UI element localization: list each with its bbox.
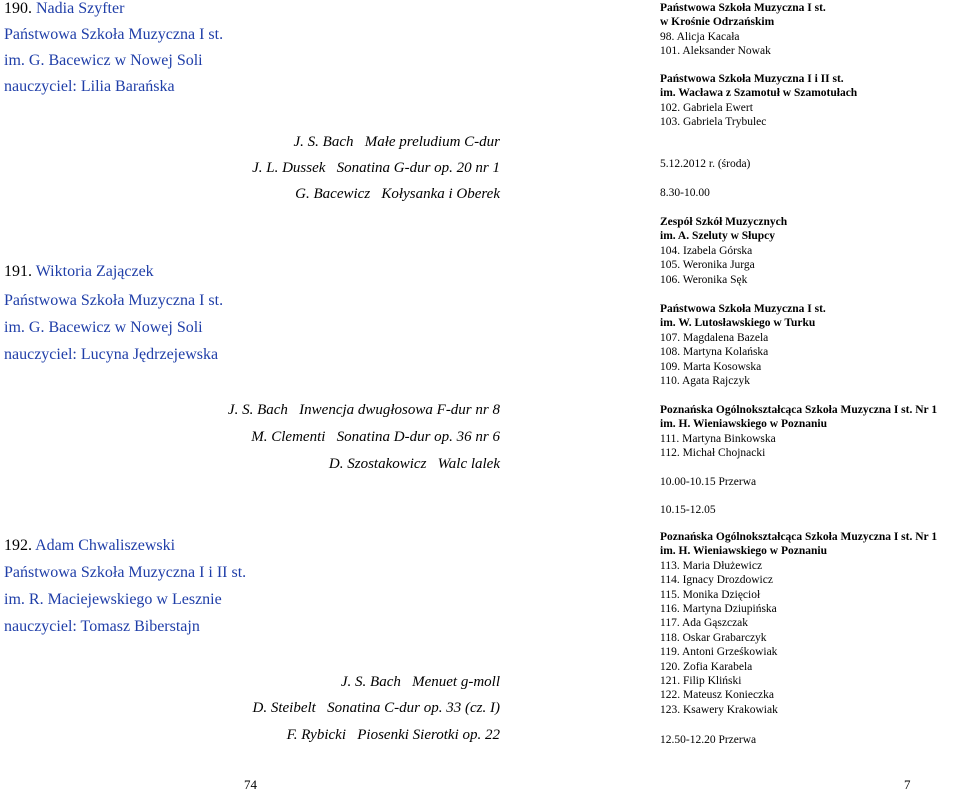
student-item: 118. Oskar Grabarczyk <box>660 631 767 644</box>
school-name: Poznańska Ogólnokształcąca Szkoła Muzyczna I st. Nr 1 <box>660 404 938 416</box>
school-block <box>660 72 857 130</box>
session-time: 8.30-10.00 <box>660 187 710 199</box>
school-location: im. H. Wieniawskiego w Poznaniu <box>660 418 827 431</box>
teacher-line: nauczyciel: Lilia Barańska <box>4 78 175 95</box>
school-block <box>660 530 937 717</box>
school-line-1: Państwowa Szkoła Muzyczna I i II st. <box>4 564 247 581</box>
school-location: im. W. Lutosławskiego w Turku <box>660 317 816 330</box>
student-item: 115. Monika Dzięcioł <box>660 588 761 601</box>
piece: Małe preludium C-dur <box>364 134 500 150</box>
school-name: Państwowa Szkoła Muzyczna I st. <box>660 2 826 14</box>
student-item: 121. Filip Kliński <box>660 675 742 688</box>
student-item: 114. Ignacy Drozdowicz <box>660 574 773 587</box>
composer: F. Rybicki <box>286 727 346 743</box>
performer-name: Wiktoria Zajączek <box>35 263 154 280</box>
school-line-1: Państwowa Szkoła Muzyczna I st. <box>4 26 224 43</box>
repertoire-item <box>228 402 500 419</box>
session-date: 5.12.2012 r. (środa) <box>660 158 751 170</box>
school-block <box>660 215 787 287</box>
student-item: 108. Martyna Kolańska <box>660 346 769 359</box>
student-item: 120. Zofia Karabela <box>660 660 753 673</box>
composer: D. Szostakowicz <box>328 456 427 472</box>
piece: Sonatina G-dur op. 20 nr 1 <box>336 160 500 176</box>
student-item: 106. Weronika Sęk <box>660 273 748 286</box>
teacher-line: nauczyciel: Tomasz Biberstajn <box>4 618 200 635</box>
student-item: 105. Weronika Jurga <box>660 259 755 272</box>
repertoire-item <box>287 727 500 744</box>
piece: Sonatina C-dur op. 33 (cz. I) <box>327 700 500 716</box>
school-location: w Krośnie Odrzańskim <box>660 16 775 29</box>
composer: J. S. Bach <box>227 402 288 418</box>
school-line-2: im. G. Bacewicz w Nowej Soli <box>4 319 203 336</box>
student-item: 103. Gabriela Trybulec <box>660 116 767 129</box>
page-number-left: 74 <box>244 777 257 792</box>
repertoire-item <box>294 134 501 151</box>
school-line-2: im. R. Maciejewskiego w Lesznie <box>4 591 222 608</box>
repertoire-item <box>341 674 500 691</box>
school-name: Państwowa Szkoła Muzyczna I st. <box>660 303 826 315</box>
student-item: 111. Martyna Binkowska <box>660 432 776 445</box>
piece: Kołysanka i Oberek <box>381 186 500 202</box>
school-name: Zespół Szkół Muzycznych <box>660 216 788 228</box>
repertoire-item <box>252 160 500 177</box>
student-item: 102. Gabriela Ewert <box>660 101 753 114</box>
student-item: 98. Alicja Kacała <box>660 30 740 43</box>
composer: J. S. Bach <box>293 134 354 150</box>
piece: Sonatina D-dur op. 36 nr 6 <box>336 429 500 445</box>
school-block <box>660 1 826 59</box>
composer: G. Bacewicz <box>295 186 371 202</box>
school-name: Państwowa Szkoła Muzyczna I i II st. <box>660 73 844 85</box>
repertoire-item <box>295 186 500 203</box>
piece: Walc lalek <box>437 456 500 472</box>
school-block <box>660 403 937 461</box>
student-item: 122. Mateusz Konieczka <box>660 689 775 702</box>
repertoire-item <box>329 456 500 473</box>
student-item: 123. Ksawery Krakowiak <box>660 703 778 716</box>
composer: D. Steibelt <box>252 700 316 716</box>
student-item: 116. Martyna Dziupińska <box>660 603 777 616</box>
student-item: 119. Antoni Grześkowiak <box>660 646 778 659</box>
student-item: 101. Aleksander Nowak <box>660 45 771 58</box>
school-location: im. H. Wieniawskiego w Poznaniu <box>660 545 827 558</box>
page-number-right: 7 <box>904 777 911 792</box>
performer-name: Nadia Szyfter <box>36 0 125 17</box>
student-item: 107. Magdalena Bazela <box>660 331 769 344</box>
composer: J. S. Bach <box>340 674 401 690</box>
entry-number: 191. <box>4 263 32 280</box>
school-line-1: Państwowa Szkoła Muzyczna I st. <box>4 292 224 309</box>
break-time: 10.00-10.15 Przerwa <box>660 476 757 488</box>
entry-number: 192. <box>4 537 32 554</box>
session-time: 10.15-12.05 <box>660 504 716 516</box>
entry-192-heading <box>4 537 175 555</box>
school-name: Poznańska Ogólnokształcąca Szkoła Muzyczna I st. Nr 1 <box>660 531 938 543</box>
composer: J. L. Dussek <box>252 160 326 176</box>
school-block <box>660 302 826 388</box>
performer-name: Adam Chwaliszewski <box>35 537 176 554</box>
student-item: 113. Maria Dłużewicz <box>660 559 763 572</box>
repertoire-item <box>251 429 500 446</box>
teacher-line: nauczyciel: Lucyna Jędrzejewska <box>4 346 219 363</box>
entry-190-heading <box>4 0 124 18</box>
student-item: 110. Agata Rajczyk <box>660 375 750 388</box>
piece: Menuet g-moll <box>412 674 500 690</box>
repertoire-item <box>253 700 500 717</box>
student-item: 109. Marta Kosowska <box>660 360 762 373</box>
entry-number: 190. <box>4 0 32 17</box>
student-item: 117. Ada Gąszczak <box>660 617 749 630</box>
piece: Inwencja dwugłosowa F-dur nr 8 <box>299 402 500 418</box>
school-location: im. A. Szeluty w Słupcy <box>660 230 776 243</box>
entry-191-heading <box>4 263 154 281</box>
break-time: 12.50-12.20 Przerwa <box>660 734 757 746</box>
piece: Piosenki Sierotki op. 22 <box>357 727 500 743</box>
school-location: im. Wacława z Szamotuł w Szamotułach <box>660 87 858 100</box>
student-item: 112. Michał Chojnacki <box>660 447 766 460</box>
school-line-2: im. G. Bacewicz w Nowej Soli <box>4 52 203 69</box>
composer: M. Clementi <box>251 429 326 445</box>
student-item: 104. Izabela Górska <box>660 244 753 257</box>
